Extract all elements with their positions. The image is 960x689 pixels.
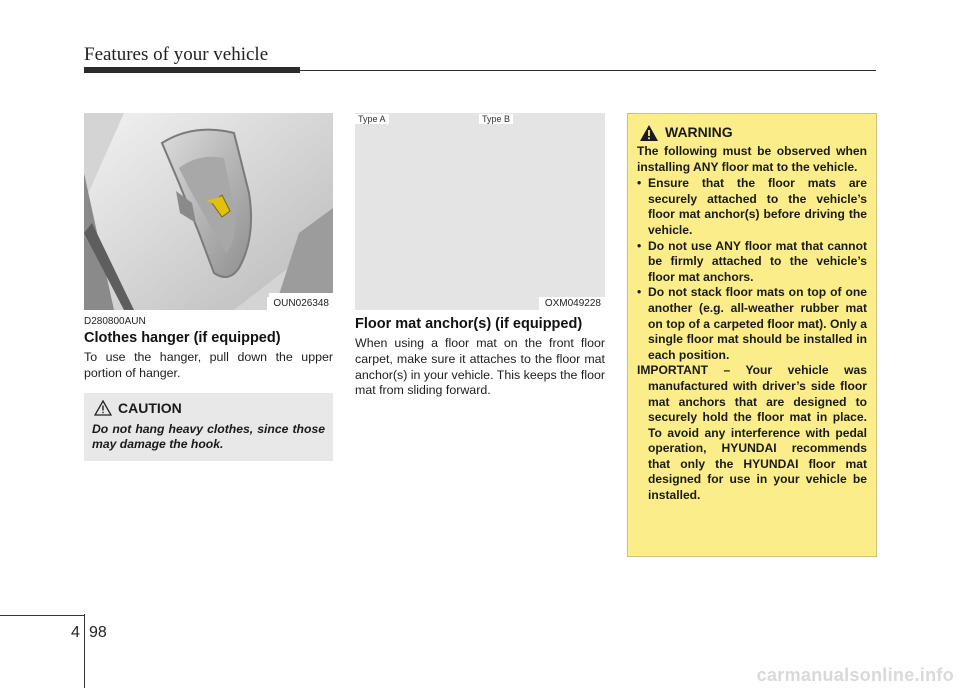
warning-important: IMPORTANT – Your vehicle was manufactured with driver’s side floor mat anchors that are designed to securely hold the floor mat in place. To avoid any interference with pedal operation, HYUNDAI recommends that only the HYUNDAI floor mat designed for use in your vehicle be installed.	[637, 363, 867, 503]
caution-box	[84, 393, 333, 461]
warning-list-item: • Ensure that the floor mats are securely attached to the vehicle’s floor mat anchor(s) before driving the vehicle.	[637, 176, 867, 237]
mat-photo-code: OXM049228	[539, 297, 605, 310]
clothes-hanger-photo	[84, 113, 333, 310]
type-b-label: Type B	[479, 114, 513, 124]
warning-triangle-icon	[639, 124, 659, 142]
warning-list-item: • Do not stack floor mats on top of one another (e.g. all-weather rubber mat on top of a carpeted floor mat). Only a single floor mat should be installed in each position.	[637, 285, 867, 362]
hanger-section-body: To use the hanger, pull down the upper portion of hanger.	[84, 350, 333, 380]
hanger-section-code: D280800AUN	[84, 316, 146, 327]
header-rule-thin	[300, 70, 876, 71]
footer-page-number: 98	[89, 624, 107, 641]
clothes-hanger-illustration	[84, 113, 333, 310]
type-a-label: Type A	[355, 114, 389, 124]
watermark: carmanualsonline.info	[756, 665, 954, 685]
footer-rule-vertical	[84, 614, 85, 688]
header-title: Features of your vehicle	[84, 44, 269, 65]
warning-list	[637, 176, 867, 363]
hanger-photo-code: OUN026348	[267, 297, 333, 310]
caution-body: Do not hang heavy clothes, since those may damage the hook.	[92, 422, 325, 451]
hanger-section-heading: Clothes hanger (if equipped)	[84, 330, 281, 346]
mat-section-body: When using a floor mat on the front floor carpet, make sure it attaches to the floor mat anchor(s) in your vehicle. This keeps the floor mat from sliding forward.	[355, 336, 605, 398]
footer-chapter-number: 4	[71, 624, 80, 641]
warning-intro: The following must be observed when installing ANY floor mat to the vehicle.	[637, 144, 867, 174]
header-rule-thick	[84, 67, 300, 73]
footer-rule-horizontal	[0, 615, 84, 616]
warning-box	[627, 113, 877, 557]
floor-mat-anchor-photo	[355, 113, 605, 310]
caution-title: CAUTION	[118, 400, 182, 416]
warning-title: WARNING	[665, 124, 733, 140]
mat-section-heading: Floor mat anchor(s) (if equipped)	[355, 316, 583, 332]
warning-list-item: • Do not use ANY floor mat that cannot be firmly attached to the vehicle’s floor mat anchors.	[637, 238, 867, 284]
caution-triangle-icon	[94, 400, 112, 416]
